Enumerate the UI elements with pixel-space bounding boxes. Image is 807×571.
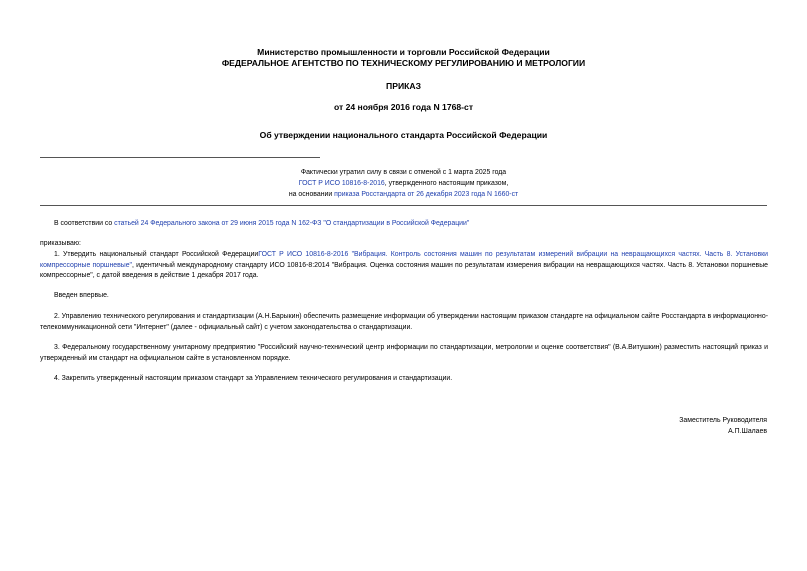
signature-position: Заместитель Руководителя — [679, 417, 767, 424]
federal-law-article-link[interactable]: статьей 24 Федерального закона от 29 июня 2015 года N 162-ФЗ — [114, 220, 322, 227]
gost-standard-link[interactable]: ГОСТ Р ИСО 10816-8-2016 "Вибрация. Контроль состояния машин по результатам измерений вибрации на невращающихся частях. Часть 8. Установки компрессорные поршневые" — [40, 251, 768, 269]
orders-word: приказываю: — [40, 240, 81, 247]
signature-name: А.П.Шалаев — [728, 428, 767, 435]
ministry-name: Министерство промышленности и торговли Российской Федерации — [257, 47, 550, 57]
intro-paragraph — [40, 219, 768, 230]
document-date: от 24 ноября 2016 года N 1768-ст — [333, 102, 474, 112]
item-1-prefix: 1. Утвердить национальный стандарт Российской Федерации — [54, 251, 259, 258]
item-1 — [40, 250, 768, 282]
item-2: 2. Управлению технического регулирования и стандартизации (А.Н.Барыкин) обеспечить размещение информации об утверждении настоящим приказом стандарте на официальном сайте Росстандарта в информационно-телекоммуникационной сети "Интернет" (далее - официальный сайт) с учетом законодательства о стандартизации. — [40, 313, 768, 331]
status-note-line3 — [0, 189, 807, 200]
item-1-rest: , идентичный международному стандарту ИСО 10816-8:2014 "Вибрация. Оценка состояния машин по результатам измерения вибрации на невращающихся частях. Часть 8. Установки поршневые компрессорные", с датой введения в действие 1 декабря 2017 года. — [40, 261, 768, 279]
status-note-line1: Фактически утратил силу в связи с отменой с 1 марта 2025 года — [300, 169, 507, 176]
first-time-note: Введен впервые. — [54, 292, 109, 299]
standardization-law-link[interactable]: "О стандартизации в Российской Федерации" — [323, 220, 470, 227]
document-type: ПРИКАЗ — [386, 81, 421, 91]
status-note-prefix: на основании — [288, 191, 335, 198]
separator-short — [40, 157, 320, 158]
item-3: 3. Федеральному государственному унитарному предприятию "Российский научно-технический центр информации по стандартизации, метрологии и оценке соответствия" (В.А.Витушкин) разместить настоящий приказ и утвержденный им стандарт на официальном сайте в установленном порядке. — [40, 344, 768, 362]
rosstandart-order-link[interactable]: приказа Росстандарта от 26 декабря 2023 года N 1660-ст — [334, 191, 519, 198]
gost-link[interactable]: ГОСТ Р ИСО 10816-8-2016 — [298, 180, 385, 187]
intro-prefix: В соответствии со — [54, 220, 115, 227]
document-title: Об утверждении национального стандарта Российской Федерации — [259, 130, 548, 140]
separator-full — [40, 205, 767, 206]
status-note-line2 — [0, 178, 807, 189]
item-4: 4. Закрепить утвержденный настоящим приказом стандарт за Управлением технического регулирования и стандартизации. — [54, 375, 453, 382]
agency-name: ФЕДЕРАЛЬНОЕ АГЕНТСТВО ПО ТЕХНИЧЕСКОМУ РЕГУЛИРОВАНИЮ И МЕТРОЛОГИИ — [221, 58, 586, 68]
status-note-text: , утвержденного настоящим приказом, — [384, 180, 509, 187]
